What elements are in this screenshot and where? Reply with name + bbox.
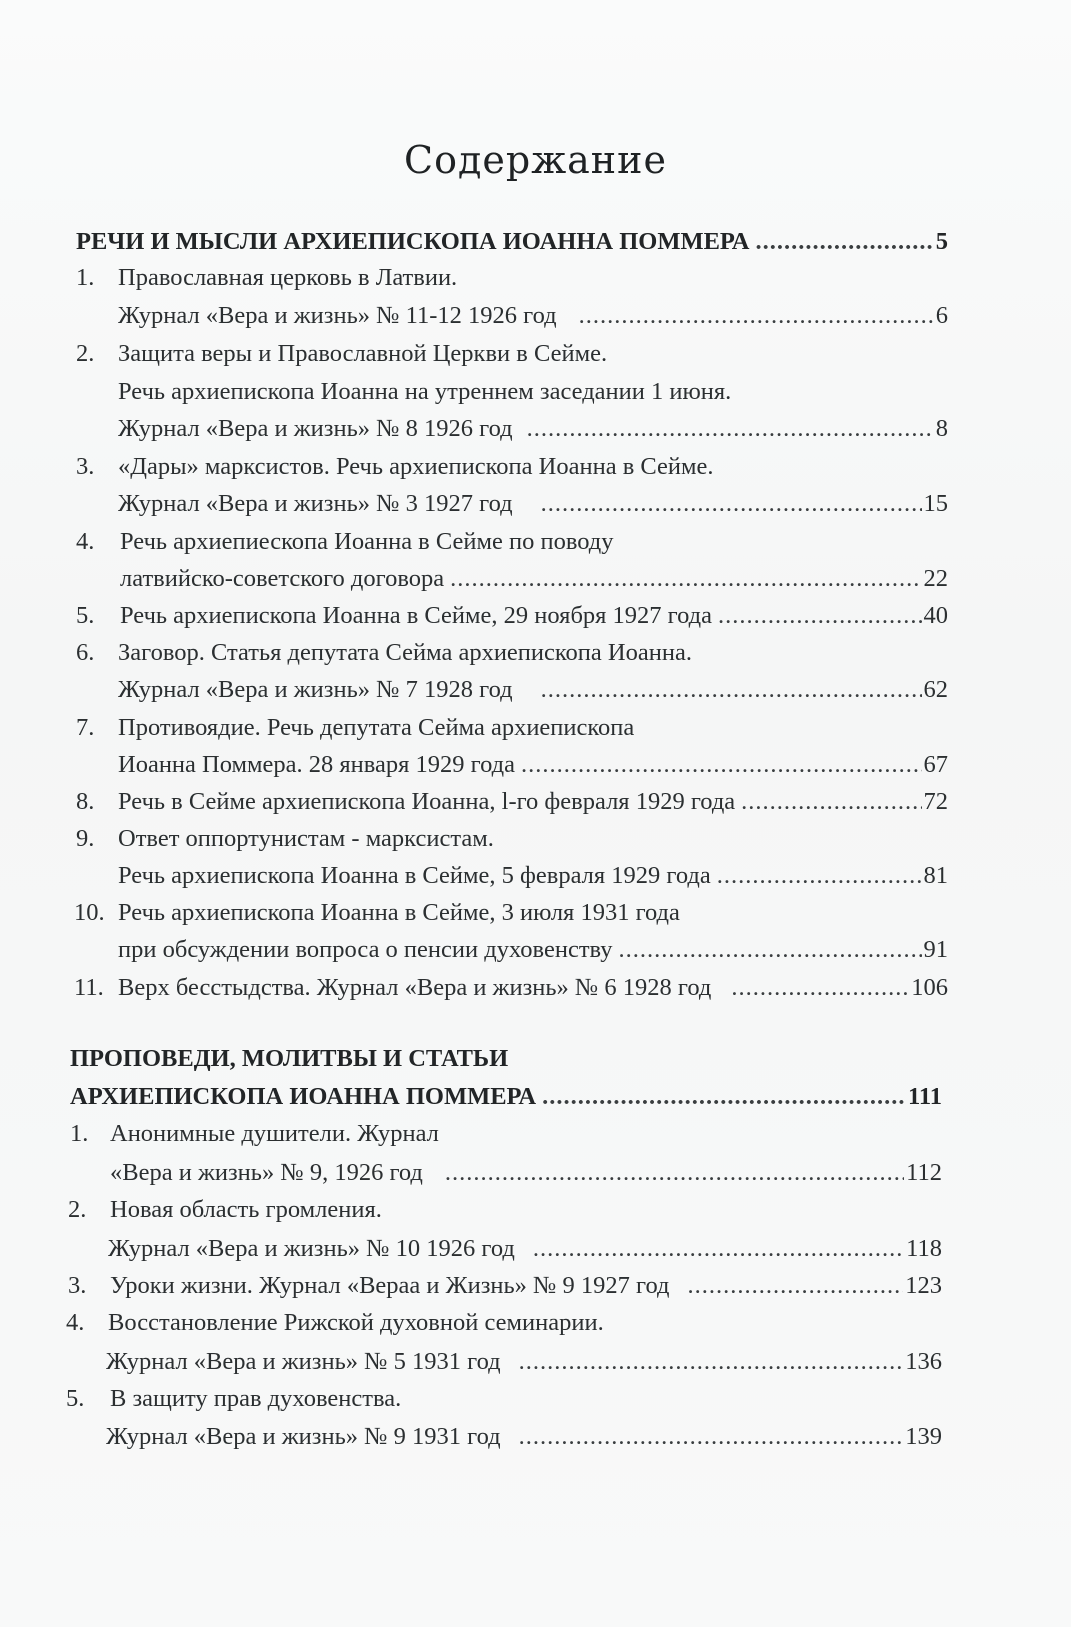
page-number: 40 — [923, 602, 948, 629]
leader-dots — [541, 674, 922, 706]
page-number: 72 — [923, 788, 948, 815]
entry-subtitle: Речь архиепископа Иоанна на утреннем заседании 1 июня. — [118, 378, 732, 405]
leader-dots — [731, 972, 909, 1004]
page-number: 112 — [906, 1159, 942, 1186]
section-heading-1 — [76, 226, 948, 258]
leader-dots — [688, 1270, 904, 1302]
entry-number: 5. — [76, 602, 95, 629]
entry-source: Журнал «Вера и жизнь» № 5 1931 год — [106, 1348, 501, 1375]
toc-entry — [76, 338, 948, 370]
entry-title: Защита веры и Православной Церкви в Сейме. — [118, 340, 608, 367]
entry-number: 3. — [68, 1272, 87, 1299]
entry-source: «Вера и жизнь» № 9, 1926 год — [110, 1159, 423, 1186]
leader-dots — [541, 488, 922, 520]
entry-source: Журнал «Вера и жизнь» № 10 1926 год — [108, 1235, 515, 1262]
entry-subtitle: латвийско-советского договора — [120, 565, 445, 592]
toc-entry-line — [118, 488, 948, 520]
entry-number: 3. — [76, 453, 95, 480]
toc-entry — [76, 786, 948, 818]
toc-entry-line — [118, 300, 948, 332]
toc-entry — [66, 1307, 942, 1339]
entry-number: 2. — [68, 1196, 87, 1223]
entry-number: 1. — [70, 1120, 89, 1147]
entry-number: 2. — [76, 340, 95, 367]
entry-title: Речь архиепископа Иоанна в Сейме, 3 июля 1931 года — [118, 899, 680, 926]
leader-dots — [445, 1157, 904, 1189]
entry-title: Верх бесстыдства. Журнал «Вера и жизнь» № 6 1928 год — [118, 974, 712, 1001]
entry-title: Уроки жизни. Журнал «Вераа и Жизнь» № 9 1927 год — [110, 1272, 670, 1299]
entry-number: 6. — [76, 639, 95, 666]
entry-number: 1. — [76, 264, 95, 291]
entry-title: Заговор. Статья депутата Сейма архиепископа Иоанна. — [118, 639, 692, 666]
entry-number: 10. — [74, 899, 105, 926]
entry-title: Новая область громления. — [110, 1196, 382, 1223]
page-number: 123 — [905, 1272, 942, 1299]
page-number: 67 — [923, 751, 948, 778]
toc-entry — [76, 262, 948, 294]
section-heading-text: АРХИЕПИСКОПА ИОАННА ПОММЕРА — [70, 1083, 537, 1110]
entry-source: Журнал «Вера и жизнь» № 3 1927 год — [118, 490, 513, 517]
toc-entry — [76, 526, 948, 558]
entry-source: Журнал «Вера и жизнь» № 9 1931 год — [106, 1423, 501, 1450]
toc-entry — [76, 451, 948, 483]
toc-entry — [68, 1270, 942, 1302]
toc-entry — [76, 823, 948, 855]
entry-title: В защиту прав духовенства. — [110, 1385, 402, 1412]
leader-dots — [579, 300, 934, 332]
toc-entry-line — [118, 749, 948, 781]
entry-source: Журнал «Вера и жизнь» № 8 1926 год — [118, 415, 513, 442]
page-number: 5 — [935, 228, 948, 255]
entry-number: 8. — [76, 788, 95, 815]
toc-entry — [70, 1118, 942, 1150]
toc-entry-line — [106, 1421, 942, 1453]
page-number: 81 — [923, 862, 948, 889]
entry-title: Православная церковь в Латвии. — [118, 264, 458, 291]
entry-title: Восстановление Рижской духовной семинарии. — [108, 1309, 604, 1336]
page-number: 106 — [911, 974, 948, 1001]
entry-number: 4. — [66, 1309, 85, 1336]
entry-title: Противоядие. Речь депутата Сейма архиепископа — [118, 714, 635, 741]
entry-subtitle: Иоанна Поммера. 28 января 1929 года — [118, 751, 515, 778]
section-heading-2 — [70, 1043, 942, 1075]
toc-entry-line — [118, 860, 948, 892]
toc-entry — [76, 637, 948, 669]
leader-dots — [519, 1421, 904, 1453]
entry-subtitle: при обсуждении вопроса о пенсии духовенству — [118, 936, 613, 963]
leader-dots — [527, 413, 934, 445]
toc-entry-line — [110, 1157, 942, 1189]
entry-number: 11. — [74, 974, 104, 1001]
leader-dots — [533, 1233, 904, 1265]
page-number: 8 — [935, 415, 948, 442]
entry-title: Речь архиепископа Иоанна в Сейме, 29 ноября 1927 года — [120, 602, 712, 629]
toc-entry-line — [118, 376, 948, 408]
toc-entry-line — [118, 413, 948, 445]
toc-entry — [76, 712, 948, 744]
toc-entry — [74, 897, 948, 929]
page-number: 118 — [906, 1235, 942, 1262]
entry-title: Ответ оппортунистам - марксистам. — [118, 825, 494, 852]
toc-entry-line — [106, 1346, 942, 1378]
entry-source: Журнал «Вера и жизнь» № 11-12 1926 год — [118, 302, 557, 329]
leader-dots — [755, 226, 933, 258]
page-number: 136 — [905, 1348, 942, 1375]
leader-dots — [619, 934, 922, 966]
leader-dots — [718, 600, 922, 632]
entry-source: Журнал «Вера и жизнь» № 7 1928 год — [118, 676, 513, 703]
entry-title: «Дары» марксистов. Речь архиепископа Иоанна в Сейме. — [118, 453, 714, 480]
toc-entry-line — [120, 563, 948, 595]
entry-title: Речь архиепиескопа Иоанна в Сейме по поводу — [120, 528, 614, 555]
leader-dots — [741, 786, 921, 818]
toc-entry — [68, 1194, 942, 1226]
toc-entry-line — [118, 934, 948, 966]
toc-entry — [66, 1383, 942, 1415]
entry-number: 5. — [66, 1385, 85, 1412]
page-number: 62 — [923, 676, 948, 703]
entry-number: 4. — [76, 528, 95, 555]
leader-dots — [521, 749, 922, 781]
page-number: 15 — [923, 490, 948, 517]
leader-dots — [519, 1346, 904, 1378]
entry-title: Анонимные душители. Журнал — [110, 1120, 439, 1147]
page-title: Содержание — [404, 138, 667, 182]
entry-number: 7. — [76, 714, 95, 741]
toc-entry-line — [118, 674, 948, 706]
section-heading-text: РЕЧИ И МЫСЛИ АРХИЕПИСКОПА ИОАННА ПОММЕРА — [76, 228, 750, 255]
leader-dots — [542, 1081, 906, 1113]
toc-entry-line — [108, 1233, 942, 1265]
toc-entry — [76, 600, 948, 632]
page-number: 6 — [935, 302, 948, 329]
entry-title: Речь в Сейме архиепископа Иоанна, l-го февраля 1929 года — [118, 788, 736, 815]
page-number: 91 — [923, 936, 948, 963]
section-heading-text: ПРОПОВЕДИ, МОЛИТВЫ И СТАТЬИ — [70, 1045, 509, 1072]
section-heading-2-line — [70, 1081, 942, 1113]
entry-subtitle: Речь архиепископа Иоанна в Сейме, 5 февраля 1929 года — [118, 862, 711, 889]
leader-dots — [717, 860, 922, 892]
page-number: 22 — [923, 565, 948, 592]
page-number: 111 — [907, 1083, 942, 1110]
entry-number: 9. — [76, 825, 95, 852]
leader-dots — [450, 563, 921, 595]
page-number: 139 — [905, 1423, 942, 1450]
toc-entry — [74, 972, 948, 1004]
